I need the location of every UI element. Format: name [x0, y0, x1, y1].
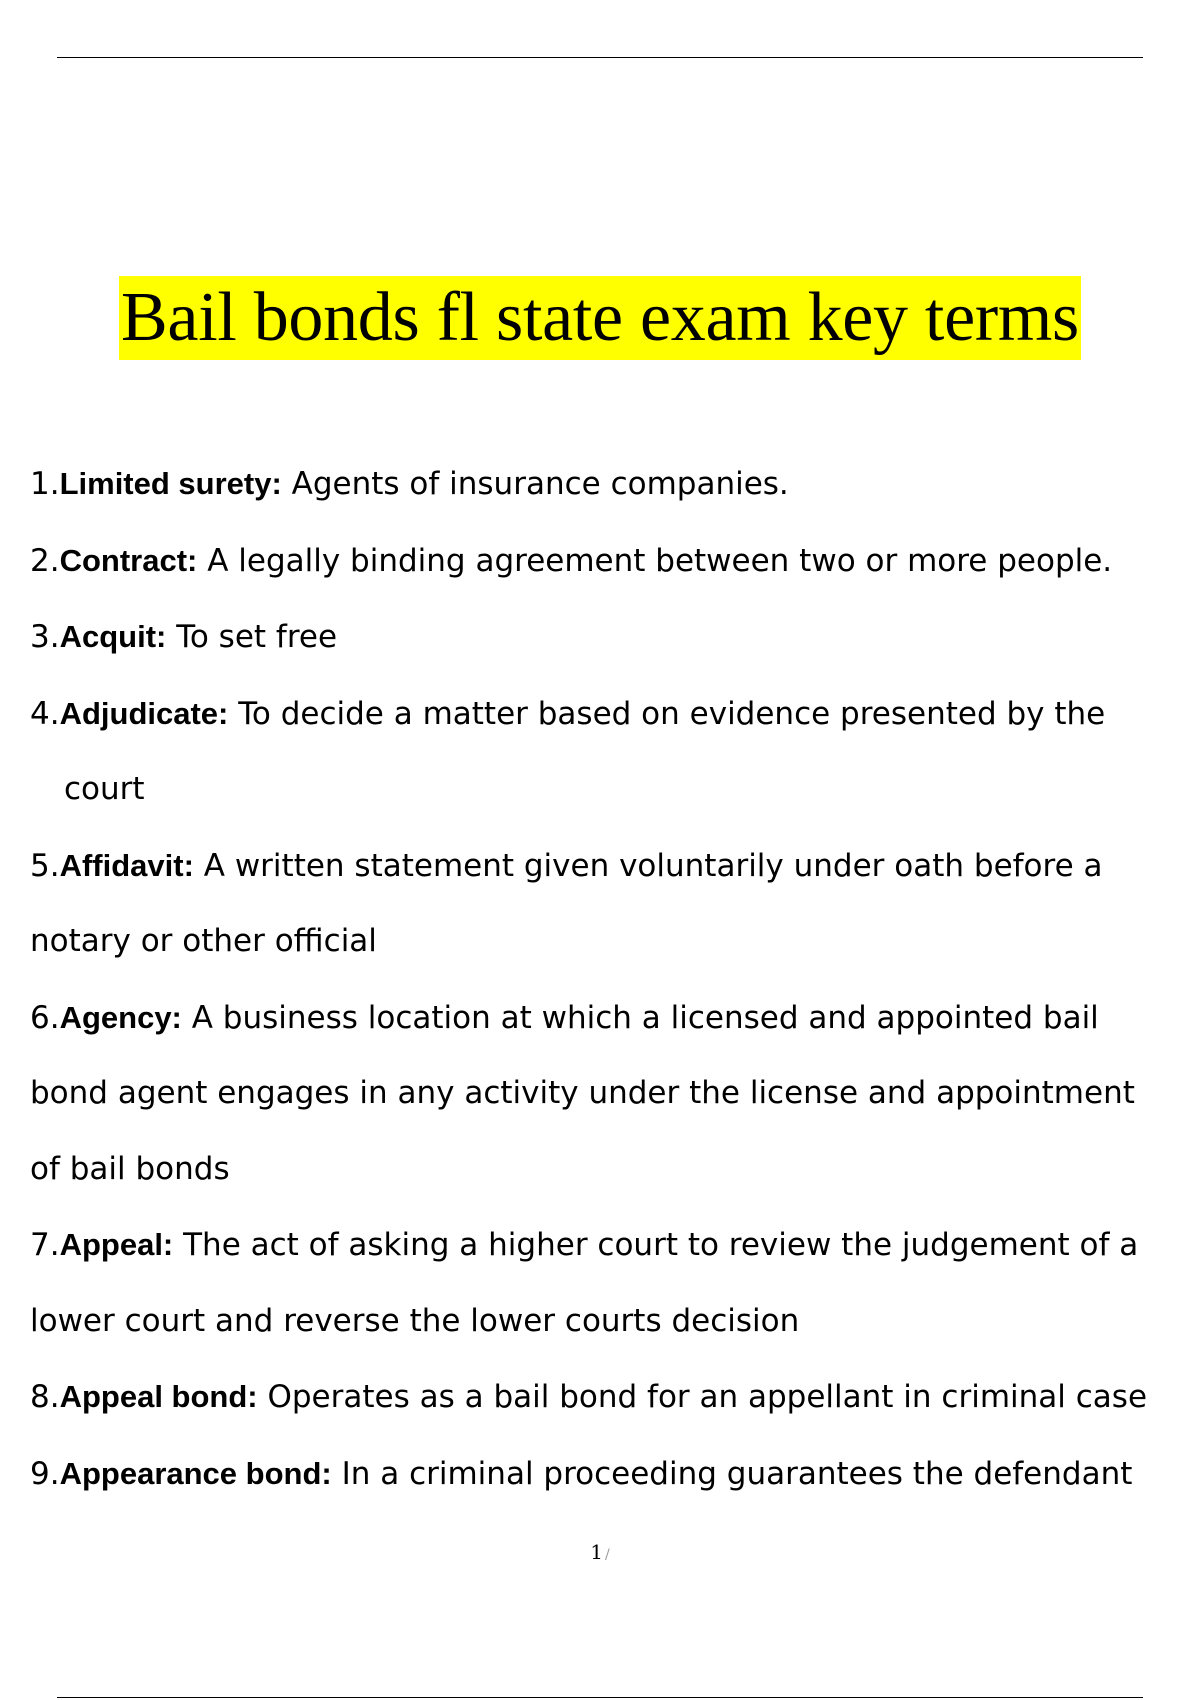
item-number: 6. [30, 999, 60, 1036]
term-label: Agency: [59, 999, 182, 1035]
list-item [30, 676, 1190, 828]
page-number [0, 1540, 1200, 1564]
page-number-suffix: / [605, 1547, 610, 1563]
term-definition: To set free [166, 619, 338, 655]
term-label: Appeal: [59, 1227, 174, 1262]
term-definition-continued: notary or other official [30, 923, 377, 959]
term-definition: A business location at which a licensed and appointed bail [181, 999, 1099, 1036]
term-label: Appearance bond: [59, 1455, 332, 1491]
list-item [30, 599, 1190, 676]
item-number: 5. [30, 847, 60, 884]
terms-list [30, 446, 1190, 1512]
term-definition-continued: lower court and reverse the lower courts decision [30, 1302, 800, 1339]
item-number: 7. [30, 1227, 60, 1263]
term-definition: A written statement given voluntarily under oath before a [193, 847, 1103, 884]
title-container [0, 276, 1200, 360]
list-item [30, 1207, 1190, 1359]
term-definition-continued: court [64, 771, 145, 807]
term-label: Acquit: [59, 619, 167, 654]
term-label: Affidavit: [59, 847, 194, 883]
bottom-rule [57, 1697, 1143, 1698]
term-definition: Operates as a bail bond for an appellant in criminal case [257, 1379, 1148, 1415]
term-definition-continued: of bail bonds [30, 1150, 230, 1187]
document-title: Bail bonds fl state exam key terms [119, 276, 1081, 360]
list-item [30, 446, 1190, 523]
list-item [30, 1359, 1190, 1436]
item-number: 3. [30, 619, 60, 655]
list-item [30, 1436, 1190, 1513]
list-item [30, 523, 1190, 600]
term-label: Limited surety: [59, 466, 282, 501]
item-number: 4. [30, 695, 60, 732]
item-number: 8. [30, 1379, 60, 1415]
term-label: Contract: [59, 542, 198, 578]
term-definition: To decide a matter based on evidence presented by the [228, 695, 1106, 732]
term-definition: In a criminal proceeding guarantees the defendant [331, 1455, 1133, 1492]
term-definition: The act of asking a higher court to review the judgement of a [173, 1227, 1139, 1263]
top-rule [57, 57, 1143, 58]
term-label: Adjudicate: [59, 695, 229, 731]
item-number: 1. [30, 466, 60, 502]
list-item [30, 980, 1190, 1208]
item-number: 9. [30, 1455, 60, 1492]
item-number: 2. [30, 542, 60, 579]
term-definition: Agents of insurance companies. [281, 466, 789, 502]
term-definition-continued: bond agent engages in any activity under the license and appointment [30, 1075, 1135, 1111]
page-number-value: 1 [590, 1540, 603, 1564]
list-item [30, 828, 1190, 980]
term-definition: A legally binding agreement between two or more people. [197, 542, 1113, 579]
term-label: Appeal bond: [59, 1379, 258, 1414]
